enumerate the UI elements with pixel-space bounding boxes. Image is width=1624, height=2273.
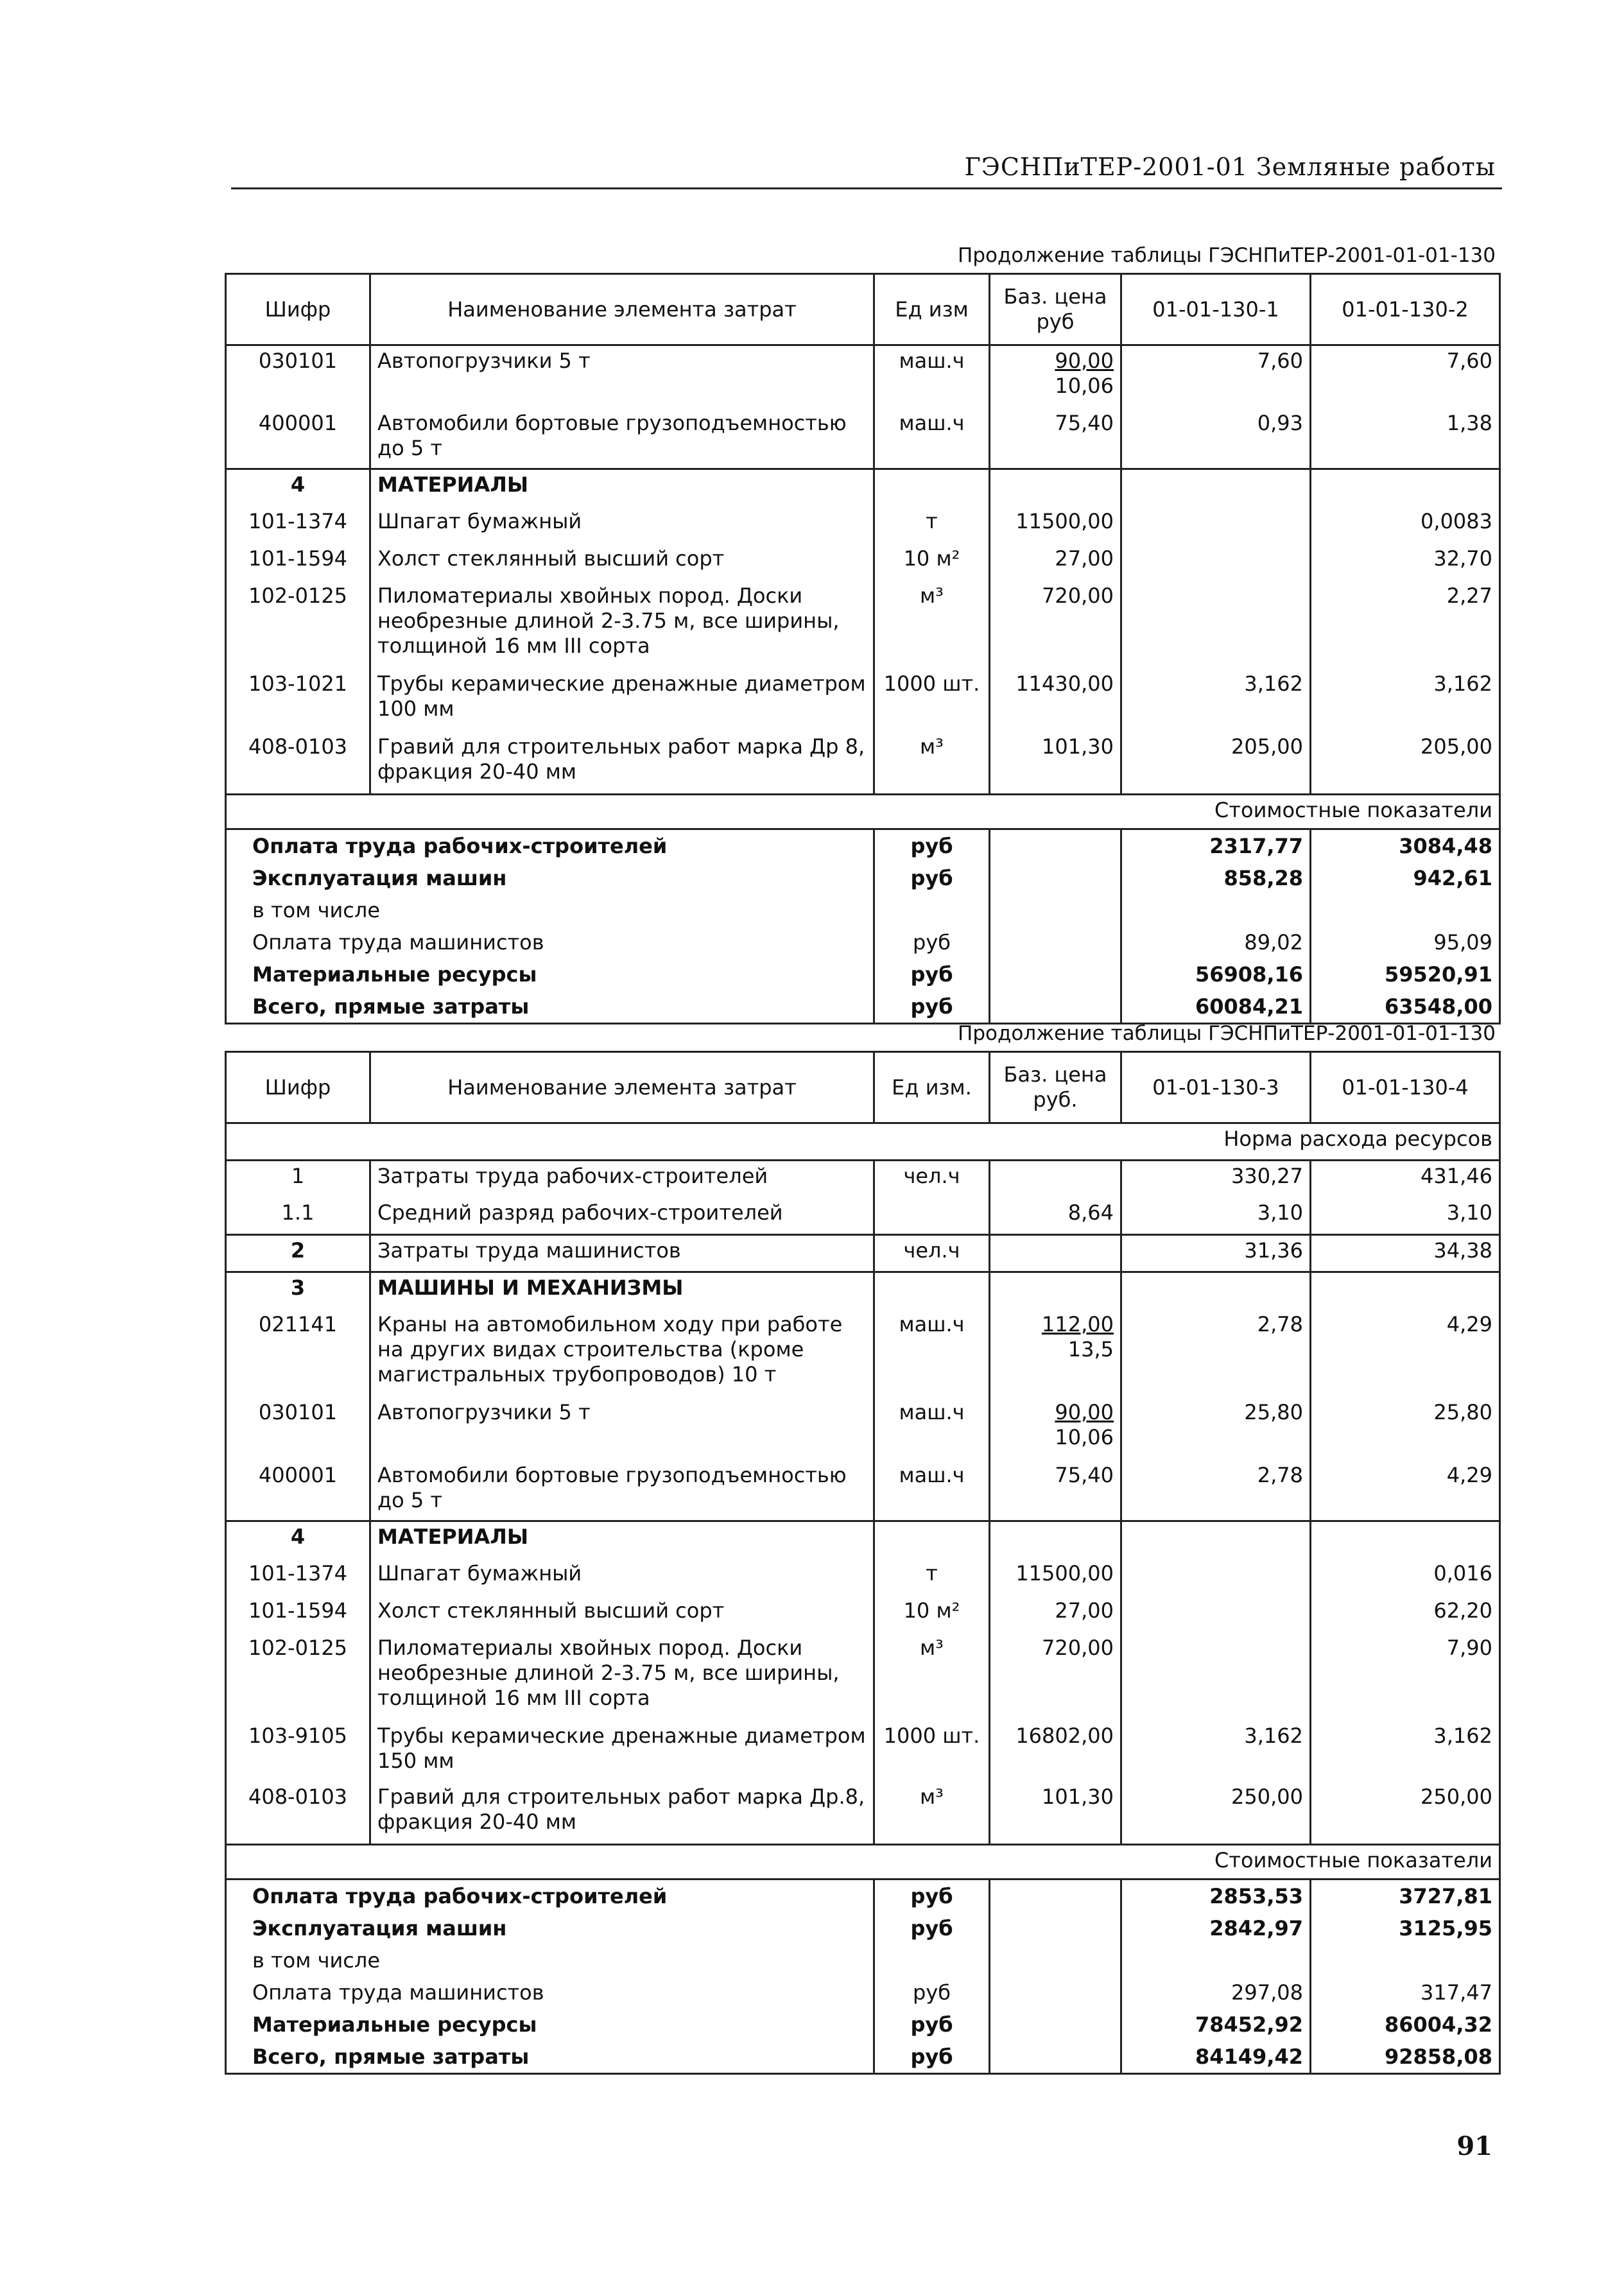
row-unit: м³: [874, 1782, 990, 1845]
section-code: 4: [226, 1521, 370, 1559]
cost-value-b: 317,47: [1311, 1976, 1500, 2009]
row-unit: маш.ч: [874, 1460, 990, 1521]
cost-label: Материальные ресурсы: [226, 2009, 874, 2041]
row-price: 11500,00: [990, 506, 1121, 544]
row-value-a: 7,60: [1121, 345, 1311, 408]
table-row: [226, 1559, 1500, 1596]
section-title: МАТЕРИАЛЫ: [370, 1521, 874, 1559]
row-price: 27,00: [990, 544, 1121, 581]
row-name: Пиломатериалы хвойных пород. Доски необрезные длиной 2-3.75 м, все ширины, толщиной 16 мм III сорта: [370, 1633, 874, 1721]
running-title: ГЭСНПиТЕР-2001-01 Земляные работы: [964, 153, 1496, 181]
row-code: 400001: [226, 1460, 370, 1521]
table2-header-row: [226, 1052, 1500, 1123]
cost-label: Эксплуатация машин: [226, 862, 874, 894]
col-b-header: 01-01-130-4: [1311, 1052, 1500, 1123]
col-name-header: Наименование элемента затрат: [370, 1052, 874, 1123]
row-value-b: 250,00: [1311, 1782, 1500, 1845]
section-row-materials: [226, 1521, 1500, 1559]
cost-label: Всего, прямые затраты: [226, 990, 874, 1024]
cost-row: [226, 2009, 1500, 2041]
row-value-a: 2,78: [1121, 1309, 1311, 1397]
row-code: 400001: [226, 408, 370, 469]
row-code: 2: [226, 1235, 370, 1272]
row-code: 103-1021: [226, 669, 370, 732]
row-price: [990, 1235, 1121, 1272]
row-price: 27,00: [990, 1596, 1121, 1633]
cost-row: [226, 958, 1500, 990]
row-price: [990, 1397, 1121, 1460]
row-unit: маш.ч: [874, 1397, 990, 1460]
table-row: [226, 732, 1500, 795]
row-value-a: 2,78: [1121, 1460, 1311, 1521]
norm-title: Норма расхода ресурсов: [226, 1123, 1500, 1161]
row-name: Средний разряд рабочих-строителей: [370, 1198, 874, 1235]
cost-label: в том числе: [226, 894, 874, 926]
row-value-a: 3,10: [1121, 1198, 1311, 1235]
row-name: Затраты труда машинистов: [370, 1235, 874, 1272]
table2: [225, 1051, 1501, 2075]
row-value-b: 431,46: [1311, 1161, 1500, 1198]
row-name: Краны на автомобильном ходу при работе на других видах строительства (кроме магистральных трубопроводов) 10 т: [370, 1309, 874, 1397]
table2-caption: Продолжение таблицы ГЭСНПиТЕР-2001-01-01-130: [958, 1022, 1496, 1045]
row-value-a: 3,162: [1121, 669, 1311, 732]
col-price-header: Баз. цена руб: [990, 274, 1121, 345]
row-value-b: 3,10: [1311, 1198, 1500, 1235]
cost-row: [226, 829, 1500, 863]
row-code: 102-0125: [226, 1633, 370, 1721]
cost-value-b: 3727,81: [1311, 1880, 1500, 1913]
row-code: 101-1374: [226, 1559, 370, 1596]
col-code-header: Шифр: [226, 274, 370, 345]
table-row: [226, 408, 1500, 469]
row-price: 101,30: [990, 1782, 1121, 1845]
cost-row: [226, 1944, 1500, 1976]
cost-value-a: 2853,53: [1121, 1880, 1311, 1913]
row-value-b: 32,70: [1311, 544, 1500, 581]
cost-row: [226, 1912, 1500, 1944]
cost-row: [226, 1976, 1500, 2009]
row-code: 103-9105: [226, 1721, 370, 1782]
cost-row: [226, 1880, 1500, 1913]
table-row: [226, 1198, 1500, 1235]
row-price: 101,30: [990, 732, 1121, 795]
row-code: 101-1594: [226, 1596, 370, 1633]
section-title: МАТЕРИАЛЫ: [370, 469, 874, 506]
cost-unit: руб: [874, 2041, 990, 2074]
row-unit: маш.ч: [874, 345, 990, 408]
row-price: [990, 345, 1121, 408]
row-code: 101-1374: [226, 506, 370, 544]
row-price: 75,40: [990, 1460, 1121, 1521]
row-unit: 1000 шт.: [874, 669, 990, 732]
table-row: [226, 345, 1500, 408]
row-unit: м³: [874, 732, 990, 795]
row-unit: м³: [874, 581, 990, 669]
row-value-a: 25,80: [1121, 1397, 1311, 1460]
cost-value-a: 56908,16: [1121, 958, 1311, 990]
cost-row: [226, 862, 1500, 894]
table-row: [226, 1235, 1500, 1272]
row-name: Трубы керамические дренажные диаметром 150 мм: [370, 1721, 874, 1782]
cost-value-a: 2317,77: [1121, 829, 1311, 863]
cost-label: в том числе: [226, 1944, 874, 1976]
norm-banner: [226, 1123, 1500, 1161]
row-unit: т: [874, 1559, 990, 1596]
row-value-a: [1121, 506, 1311, 544]
col-name-header: Наименование элемента затрат: [370, 274, 874, 345]
row-price: 75,40: [990, 408, 1121, 469]
indicators-banner: [226, 1845, 1500, 1880]
cost-value-b: 3125,95: [1311, 1912, 1500, 1944]
cost-unit: руб: [874, 1976, 990, 2009]
row-price-secondary: 10,06: [1055, 374, 1114, 398]
row-value-b: 205,00: [1311, 732, 1500, 795]
cost-value-b: 95,09: [1311, 926, 1500, 958]
cost-label: Материальные ресурсы: [226, 958, 874, 990]
cost-label: Оплата труда рабочих-строителей: [226, 829, 874, 863]
row-value-b: 0,016: [1311, 1559, 1500, 1596]
table-row: [226, 544, 1500, 581]
row-price: 8,64: [990, 1198, 1121, 1235]
row-code: 1: [226, 1161, 370, 1198]
row-value-a: 3,162: [1121, 1721, 1311, 1782]
row-name: Автомобили бортовые грузоподъемностью до 5 т: [370, 408, 874, 469]
cost-unit: руб: [874, 1912, 990, 1944]
col-b-header: 01-01-130-2: [1311, 274, 1500, 345]
table1: [225, 273, 1501, 1024]
table-row: [226, 1721, 1500, 1782]
cost-value-a: 84149,42: [1121, 2041, 1311, 2074]
cost-value-b: 92858,08: [1311, 2041, 1500, 2074]
row-value-b: 7,60: [1311, 345, 1500, 408]
row-price-secondary: 13,5: [1067, 1336, 1114, 1361]
row-value-a: [1121, 581, 1311, 669]
cost-unit: руб: [874, 862, 990, 894]
section-row-machines: [226, 1272, 1500, 1309]
row-value-a: [1121, 1559, 1311, 1596]
table-row: [226, 1161, 1500, 1198]
row-unit: 1000 шт.: [874, 1721, 990, 1782]
table-row: [226, 1633, 1500, 1721]
row-price: [990, 1161, 1121, 1198]
table-row: [226, 1460, 1500, 1521]
row-name: Автомобили бортовые грузоподъемностью до 5 т: [370, 1460, 874, 1521]
row-name: Гравий для строительных работ марка Др.8, фракция 20-40 мм: [370, 1782, 874, 1845]
row-name: Холст стеклянный высший сорт: [370, 544, 874, 581]
row-price: 11430,00: [990, 669, 1121, 732]
table-row: [226, 1782, 1500, 1845]
table-row: [226, 506, 1500, 544]
row-value-b: 62,20: [1311, 1596, 1500, 1633]
running-header: [231, 148, 1502, 189]
cost-unit: руб: [874, 2009, 990, 2041]
row-value-b: 1,38: [1311, 408, 1500, 469]
row-value-a: 0,93: [1121, 408, 1311, 469]
row-price-main: 90,00: [1055, 1399, 1114, 1424]
row-name: Трубы керамические дренажные диаметром 100 мм: [370, 669, 874, 732]
cost-label: Оплата труда машинистов: [226, 1976, 874, 2009]
indicators-title: Стоимостные показатели: [226, 795, 1500, 829]
row-value-a: 205,00: [1121, 732, 1311, 795]
cost-row: [226, 894, 1500, 926]
cost-unit: руб: [874, 990, 990, 1024]
row-code: 101-1594: [226, 544, 370, 581]
cost-unit: руб: [874, 1880, 990, 1913]
section-code: 3: [226, 1272, 370, 1309]
cost-value-a: 89,02: [1121, 926, 1311, 958]
row-price-secondary: 10,06: [1055, 1424, 1114, 1449]
row-value-b: 25,80: [1311, 1397, 1500, 1460]
row-unit: м³: [874, 1633, 990, 1721]
row-value-a: [1121, 1633, 1311, 1721]
table-row: [226, 581, 1500, 669]
cost-value-a: 78452,92: [1121, 2009, 1311, 2041]
row-price-main: 112,00: [1042, 1311, 1114, 1336]
col-a-header: 01-01-130-3: [1121, 1052, 1311, 1123]
row-value-a: [1121, 1596, 1311, 1633]
col-a-header: 01-01-130-1: [1121, 274, 1311, 345]
row-unit: маш.ч: [874, 408, 990, 469]
row-price: 720,00: [990, 581, 1121, 669]
col-unit-header: Ед изм: [874, 274, 990, 345]
cost-value-a: 2842,97: [1121, 1912, 1311, 1944]
row-code: 408-0103: [226, 1782, 370, 1845]
cost-value-b: 86004,32: [1311, 2009, 1500, 2041]
row-price: [990, 1309, 1121, 1397]
row-name: Гравий для строительных работ марка Др 8, фракция 20-40 мм: [370, 732, 874, 795]
cost-label: Оплата труда рабочих-строителей: [226, 1880, 874, 1913]
section-title: МАШИНЫ И МЕХАНИЗМЫ: [370, 1272, 874, 1309]
row-code: 408-0103: [226, 732, 370, 795]
cost-row: [226, 926, 1500, 958]
cost-value-b: 63548,00: [1311, 990, 1500, 1024]
cost-unit: руб: [874, 829, 990, 863]
table-row: [226, 1596, 1500, 1633]
table-row: [226, 669, 1500, 732]
row-price-main: 90,00: [1055, 349, 1114, 373]
col-code-header: Шифр: [226, 1052, 370, 1123]
cost-label: Эксплуатация машин: [226, 1912, 874, 1944]
col-unit-header: Ед изм.: [874, 1052, 990, 1123]
cost-value-b: 3084,48: [1311, 829, 1500, 863]
row-price: 720,00: [990, 1633, 1121, 1721]
cost-value-b: 942,61: [1311, 862, 1500, 894]
row-value-a: 31,36: [1121, 1235, 1311, 1272]
row-value-b: 34,38: [1311, 1235, 1500, 1272]
row-code: 1.1: [226, 1198, 370, 1235]
row-unit: чел.ч: [874, 1235, 990, 1272]
row-unit: т: [874, 506, 990, 544]
row-code: 030101: [226, 1397, 370, 1460]
table1-caption: Продолжение таблицы ГЭСНПиТЕР-2001-01-01-130: [958, 244, 1496, 267]
table1-header-row: [226, 274, 1500, 345]
table-row: [226, 1309, 1500, 1397]
row-name: Шпагат бумажный: [370, 506, 874, 544]
row-name: Холст стеклянный высший сорт: [370, 1596, 874, 1633]
row-unit: 10 м²: [874, 544, 990, 581]
cost-label: Оплата труда машинистов: [226, 926, 874, 958]
cost-label: Всего, прямые затраты: [226, 2041, 874, 2074]
cost-value-b: 59520,91: [1311, 958, 1500, 990]
row-price: 11500,00: [990, 1559, 1121, 1596]
cost-value-a: 60084,21: [1121, 990, 1311, 1024]
row-value-b: 0,0083: [1311, 506, 1500, 544]
row-unit: [874, 1198, 990, 1235]
page-number: 91: [1456, 2131, 1492, 2161]
cost-unit: руб: [874, 958, 990, 990]
row-name: Пиломатериалы хвойных пород. Доски необрезные длиной 2-3.75 м, все ширины, толщиной 16 мм III сорта: [370, 581, 874, 669]
section-code: 4: [226, 469, 370, 506]
row-name: Автопогрузчики 5 т: [370, 1397, 874, 1460]
row-unit: 10 м²: [874, 1596, 990, 1633]
table-row: [226, 1397, 1500, 1460]
indicators-banner: [226, 795, 1500, 829]
row-name: Автопогрузчики 5 т: [370, 345, 874, 408]
row-value-a: [1121, 544, 1311, 581]
cost-row: [226, 990, 1500, 1024]
section-row-materials: [226, 469, 1500, 506]
cost-value-a: 858,28: [1121, 862, 1311, 894]
row-unit: чел.ч: [874, 1161, 990, 1198]
row-value-b: 7,90: [1311, 1633, 1500, 1721]
row-name: Затраты труда рабочих-строителей: [370, 1161, 874, 1198]
row-value-a: 330,27: [1121, 1161, 1311, 1198]
row-name: Шпагат бумажный: [370, 1559, 874, 1596]
row-value-a: 250,00: [1121, 1782, 1311, 1845]
cost-row: [226, 2041, 1500, 2074]
cost-unit: руб: [874, 926, 990, 958]
cost-value-a: 297,08: [1121, 1976, 1311, 2009]
row-value-b: 4,29: [1311, 1309, 1500, 1397]
row-value-b: 3,162: [1311, 1721, 1500, 1782]
row-code: 102-0125: [226, 581, 370, 669]
col-price-header: Баз. цена руб.: [990, 1052, 1121, 1123]
row-value-b: 2,27: [1311, 581, 1500, 669]
row-code: 030101: [226, 345, 370, 408]
indicators-title: Стоимостные показатели: [226, 1845, 1500, 1880]
row-value-b: 3,162: [1311, 669, 1500, 732]
row-unit: маш.ч: [874, 1309, 990, 1397]
row-price: 16802,00: [990, 1721, 1121, 1782]
row-code: 021141: [226, 1309, 370, 1397]
row-value-b: 4,29: [1311, 1460, 1500, 1521]
